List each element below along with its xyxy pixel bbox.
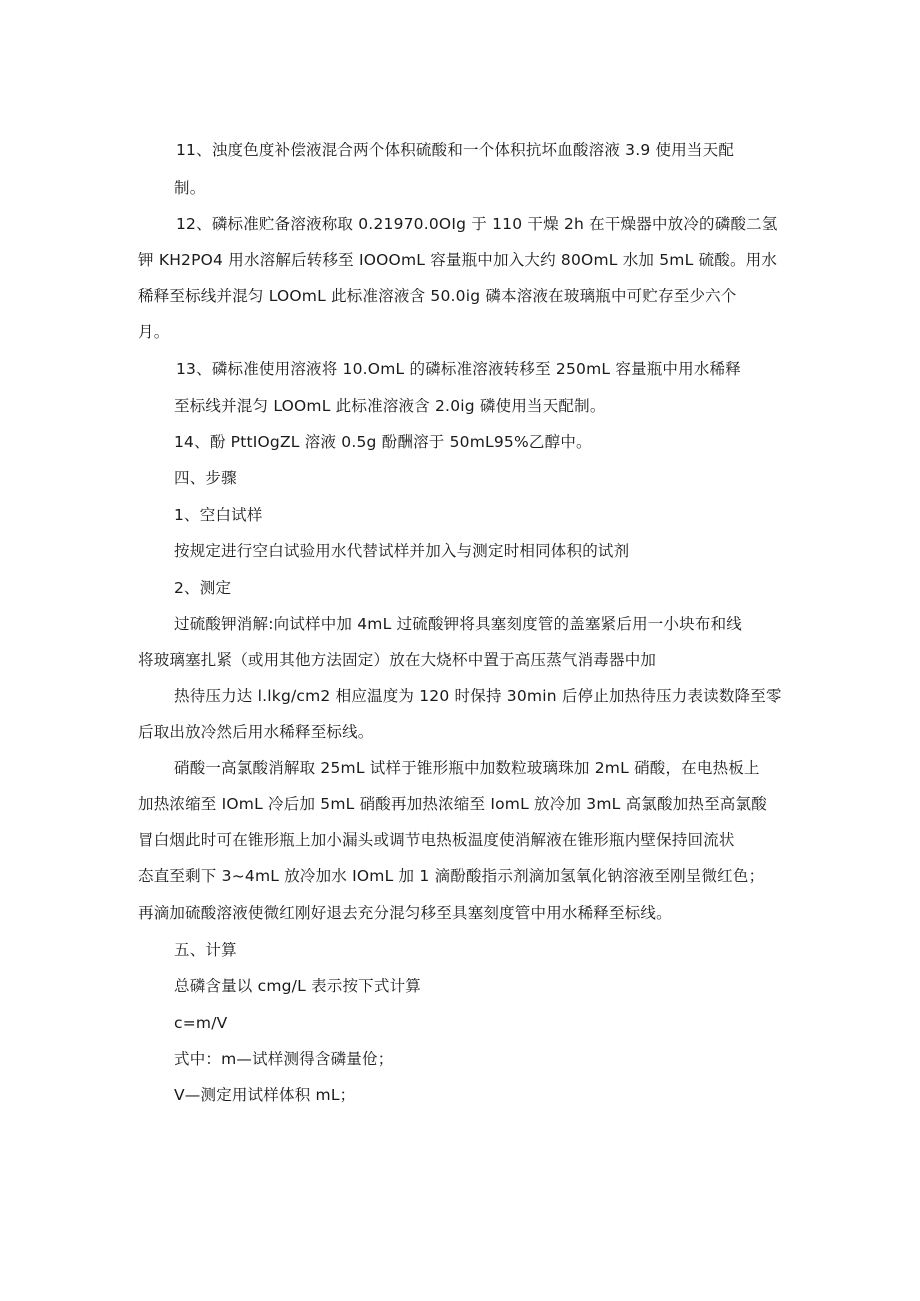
text-line-item-13: 13、磷标准使用溶液将 10.OmL 的磷标准溶液转移至 250mL 容量瓶中用水稀释 [176, 360, 741, 378]
subheading-blank-sample: 1、空白试样 [174, 506, 263, 524]
formula-line: c=m/V [174, 1014, 228, 1032]
text-line-item-13-cont: 至标线并混匀 LOOmL 此标准溶液含 2.0ig 磷使用当天配制。 [174, 397, 606, 415]
text-line-nitric-1: 硝酸一高氯酸消解取 25mL 试样于锥形瓶中加数粒玻璃珠加 2mL 硝酸，在电热板上 [174, 759, 760, 777]
text-line-item-11: 11、浊度色度补偿液混合两个体积硫酸和一个体积抗坏血酸溶液 3.9 使用当天配 [176, 141, 735, 159]
text-line-item-12-cont-3: 月。 [138, 323, 170, 341]
text-line-calculation-intro: 总磷含量以 cmg/L 表示按下式计算 [174, 977, 421, 995]
text-line-item-11-cont: 制。 [174, 179, 206, 197]
text-line-where-v: V—测定用试样体积 mL； [174, 1086, 356, 1104]
text-line-nitric-4: 态直至剩下 3~4mL 放冷加水 IOmL 加 1 滴酚酸指示剂滴加氢氧化钠溶液至刚呈微红色； [138, 867, 765, 885]
subheading-measurement: 2、测定 [174, 579, 232, 597]
text-line-item-14: 14、酚 PttIOgZL 溶液 0.5g 酚酬溶于 50mL95%乙醇中。 [174, 433, 592, 451]
text-line-digestion-1: 过硫酸钾消解:向试样中加 4mL 过硫酸钾将具塞刻度管的盖塞紧后用一小块布和线 [174, 615, 742, 633]
text-line-item-12-cont-2: 稀释至标线并混匀 LOOmL 此标准溶液含 50.0ig 磷本溶液在玻璃瓶中可贮存至少六个 [138, 287, 737, 305]
text-line-item-12: 12、磷标准贮备溶液称取 0.21970.0OIg 于 110 干燥 2h 在干燥器中放冷的磷酸二氢 [176, 215, 778, 233]
text-line-nitric-5: 再滴加硫酸溶液使微红刚好退去充分混匀移至具塞刻度管中用水稀释至标线。 [138, 904, 672, 922]
text-line-digestion-2: 将玻璃塞扎紧（或用其他方法固定）放在大烧杯中置于高压蒸气消毒器中加 [138, 651, 657, 669]
text-line-nitric-2: 加热浓缩至 IOmL 冷后加 5mL 硝酸再加热浓缩至 IomL 放冷加 3mL 高氯酸加热至高氯酸 [138, 795, 767, 813]
text-line-digestion-4: 后取出放冷然后用水稀释至标线。 [138, 723, 374, 741]
text-line-item-12-cont-1: 钾 KH2PO4 用水溶解后转移至 IOOOmL 容量瓶中加入大约 80OmL 水加 5mL 硫酸。用水 [138, 251, 778, 269]
text-line-digestion-3: 热待压力达 l.lkg∕cm2 相应温度为 120 时保持 30min 后停止加热待压力表读数降至零 [174, 687, 782, 705]
section-heading-calculation: 五、计算 [174, 941, 237, 959]
text-line-blank-sample: 按规定进行空白试验用水代替试样并加入与测定时相同体积的试剂 [174, 542, 630, 560]
section-heading-steps: 四、步骤 [174, 469, 237, 487]
text-line-nitric-3: 冒白烟此时可在锥形瓶上加小漏头或调节电热板温度使消解液在锥形瓶内壁保持回流状 [138, 831, 735, 849]
text-line-where-m: 式中：m—试样测得含磷量伧； [174, 1050, 394, 1068]
